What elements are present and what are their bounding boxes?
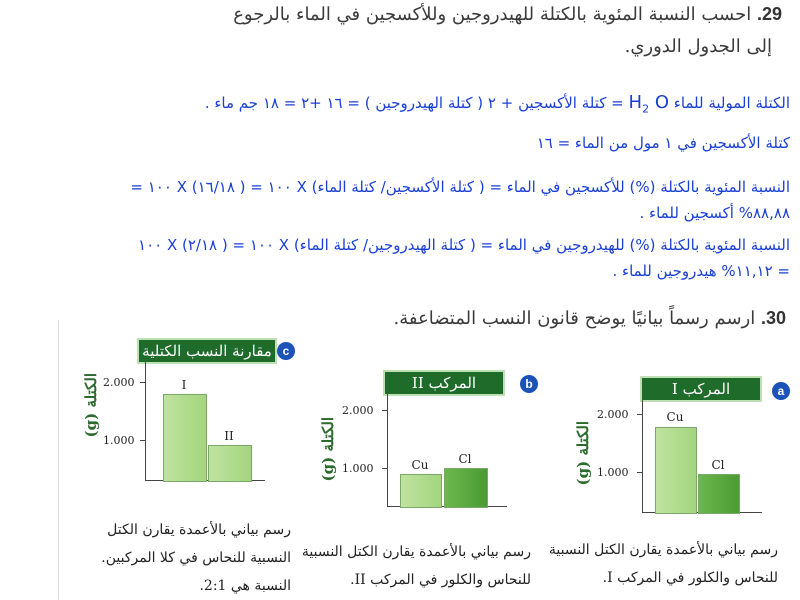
chart-b-caption-2: للنحاس والكلور في المركب II. [350,572,531,588]
chart-a-tick-label-1: 1.000 [597,466,629,479]
solution-line-3: النسبة المئوية بالكتلة (%) للأكسجين في الماء = ( كتلة الأكسجين/ كتلة الماء) X ١٠٠ = ( ١٦/١٨) X ١٠٠ = [130,178,790,196]
chart-b-tick-1 [382,468,387,469]
chart-a-tick-label-2: 2.000 [597,408,629,421]
chart-c-caption-3: النسبة هي 2:1. [199,578,291,594]
chart-c-bar-i [163,394,207,482]
formula-o: O [654,92,669,113]
chart-b-tick-2 [382,410,387,411]
chart-b-tick-label-1: 1.000 [342,462,374,475]
chart-a-tick-2 [637,414,642,415]
chart-panel-b [300,320,545,600]
chart-b-badge: b [520,375,538,393]
chart-b-y-axis [387,394,388,506]
chart-b-bar-cl [444,468,488,508]
formula-sub: 2 [642,102,650,116]
chart-c-badge: c [277,342,295,360]
chart-panel-c [58,320,299,600]
chart-b-bar-label-cl: Cl [458,452,472,466]
chart-a-bar-label-cl: Cl [711,458,725,472]
chart-c-tick-2 [140,382,145,383]
chart-b-bar-label-cu: Cu [411,458,429,472]
question-30-text: ارسم رسماً بيانيًا يوضح قانون النسب المتضاعفة. [393,308,756,329]
chart-panel-a [545,320,800,600]
chart-c-bar-label-ii: II [224,429,234,443]
chart-a-bar-label-cu: Cu [666,410,684,424]
solution-line-2: كتلة الأكسجين في ١ مول من الماء = ١٦ [536,134,790,152]
question-30-number: 30. [760,308,786,328]
question-29-line1 [233,4,782,25]
chart-a-tick-1 [637,472,642,473]
water-formula [628,92,669,116]
chart-b-bar-cu [400,474,442,508]
chart-b-caption-1: رسم بياني بالأعمدة يقارن الكتل النسبية [301,544,531,560]
chart-c-y-axis [145,362,146,480]
chart-c-caption-2: النسبية للنحاس في كلا المركبين. [101,550,291,566]
chart-a-caption-2: للنحاس والكلور في المركب I. [602,570,778,586]
chart-b-tick-label-2: 2.000 [342,404,374,417]
chart-b-ylabel: الكتلة (g) [319,417,337,482]
question-29-text: احسب النسبة المئوية بالكتلة للهيدروجين وللأكسجين في الماء بالرجوع [233,4,752,25]
solution-line-5: النسبة المئوية بالكتلة (%) للهيدروجين في الماء = ( كتلة الهيدروجين/ كتلة الماء) X ١٠٠ = ( ٢/١٨) X ١٠٠ [138,236,790,254]
molar-mass-equation: = كتلة الأكسجين + ٢ ( كتلة الهيدروجين ) = ١٦ +٢ = ١٨ جم ماء . [204,94,624,112]
solution-line-1 [205,92,790,116]
chart-c-bar-label-i: I [181,378,187,392]
chart-c-caption-1: رسم بياني بالأعمدة يقارن الكتل [107,522,291,538]
solution-line-6: = ١١,١٢% هيدروجين للماء . [612,262,790,280]
chart-c-tick-label-2: 2.000 [103,376,135,389]
molar-mass-label: الكتلة المولية للماء [673,94,790,112]
chart-c-bar-ii [208,445,252,482]
chart-a-y-axis [642,400,643,512]
chart-b-title: المركب II [383,370,505,396]
chart-c-tick-label-1: 1.000 [103,434,135,447]
solution-line-4: ٨٨,٨٨% أكسجين للماء . [639,204,790,222]
chart-a-badge: a [772,382,790,400]
chart-a-ylabel: الكتلة (g) [574,421,592,486]
chart-c-title: مقارنة النسب الكتلية [137,338,277,364]
question-29-line2: إلى الجدول الدوري. [624,36,772,57]
chart-a-caption-1: رسم بياني بالأعمدة يقارن الكتل النسبية [548,542,778,558]
chart-a-title: المركب I [640,376,762,402]
formula-h: H [628,92,643,113]
chart-a-bar-cu [655,427,697,514]
question-29-number: 29. [756,4,782,24]
chart-a-bar-cl [698,474,740,514]
chart-c-ylabel: الكتلة (g) [82,373,100,438]
chart-c-tick-1 [140,440,145,441]
